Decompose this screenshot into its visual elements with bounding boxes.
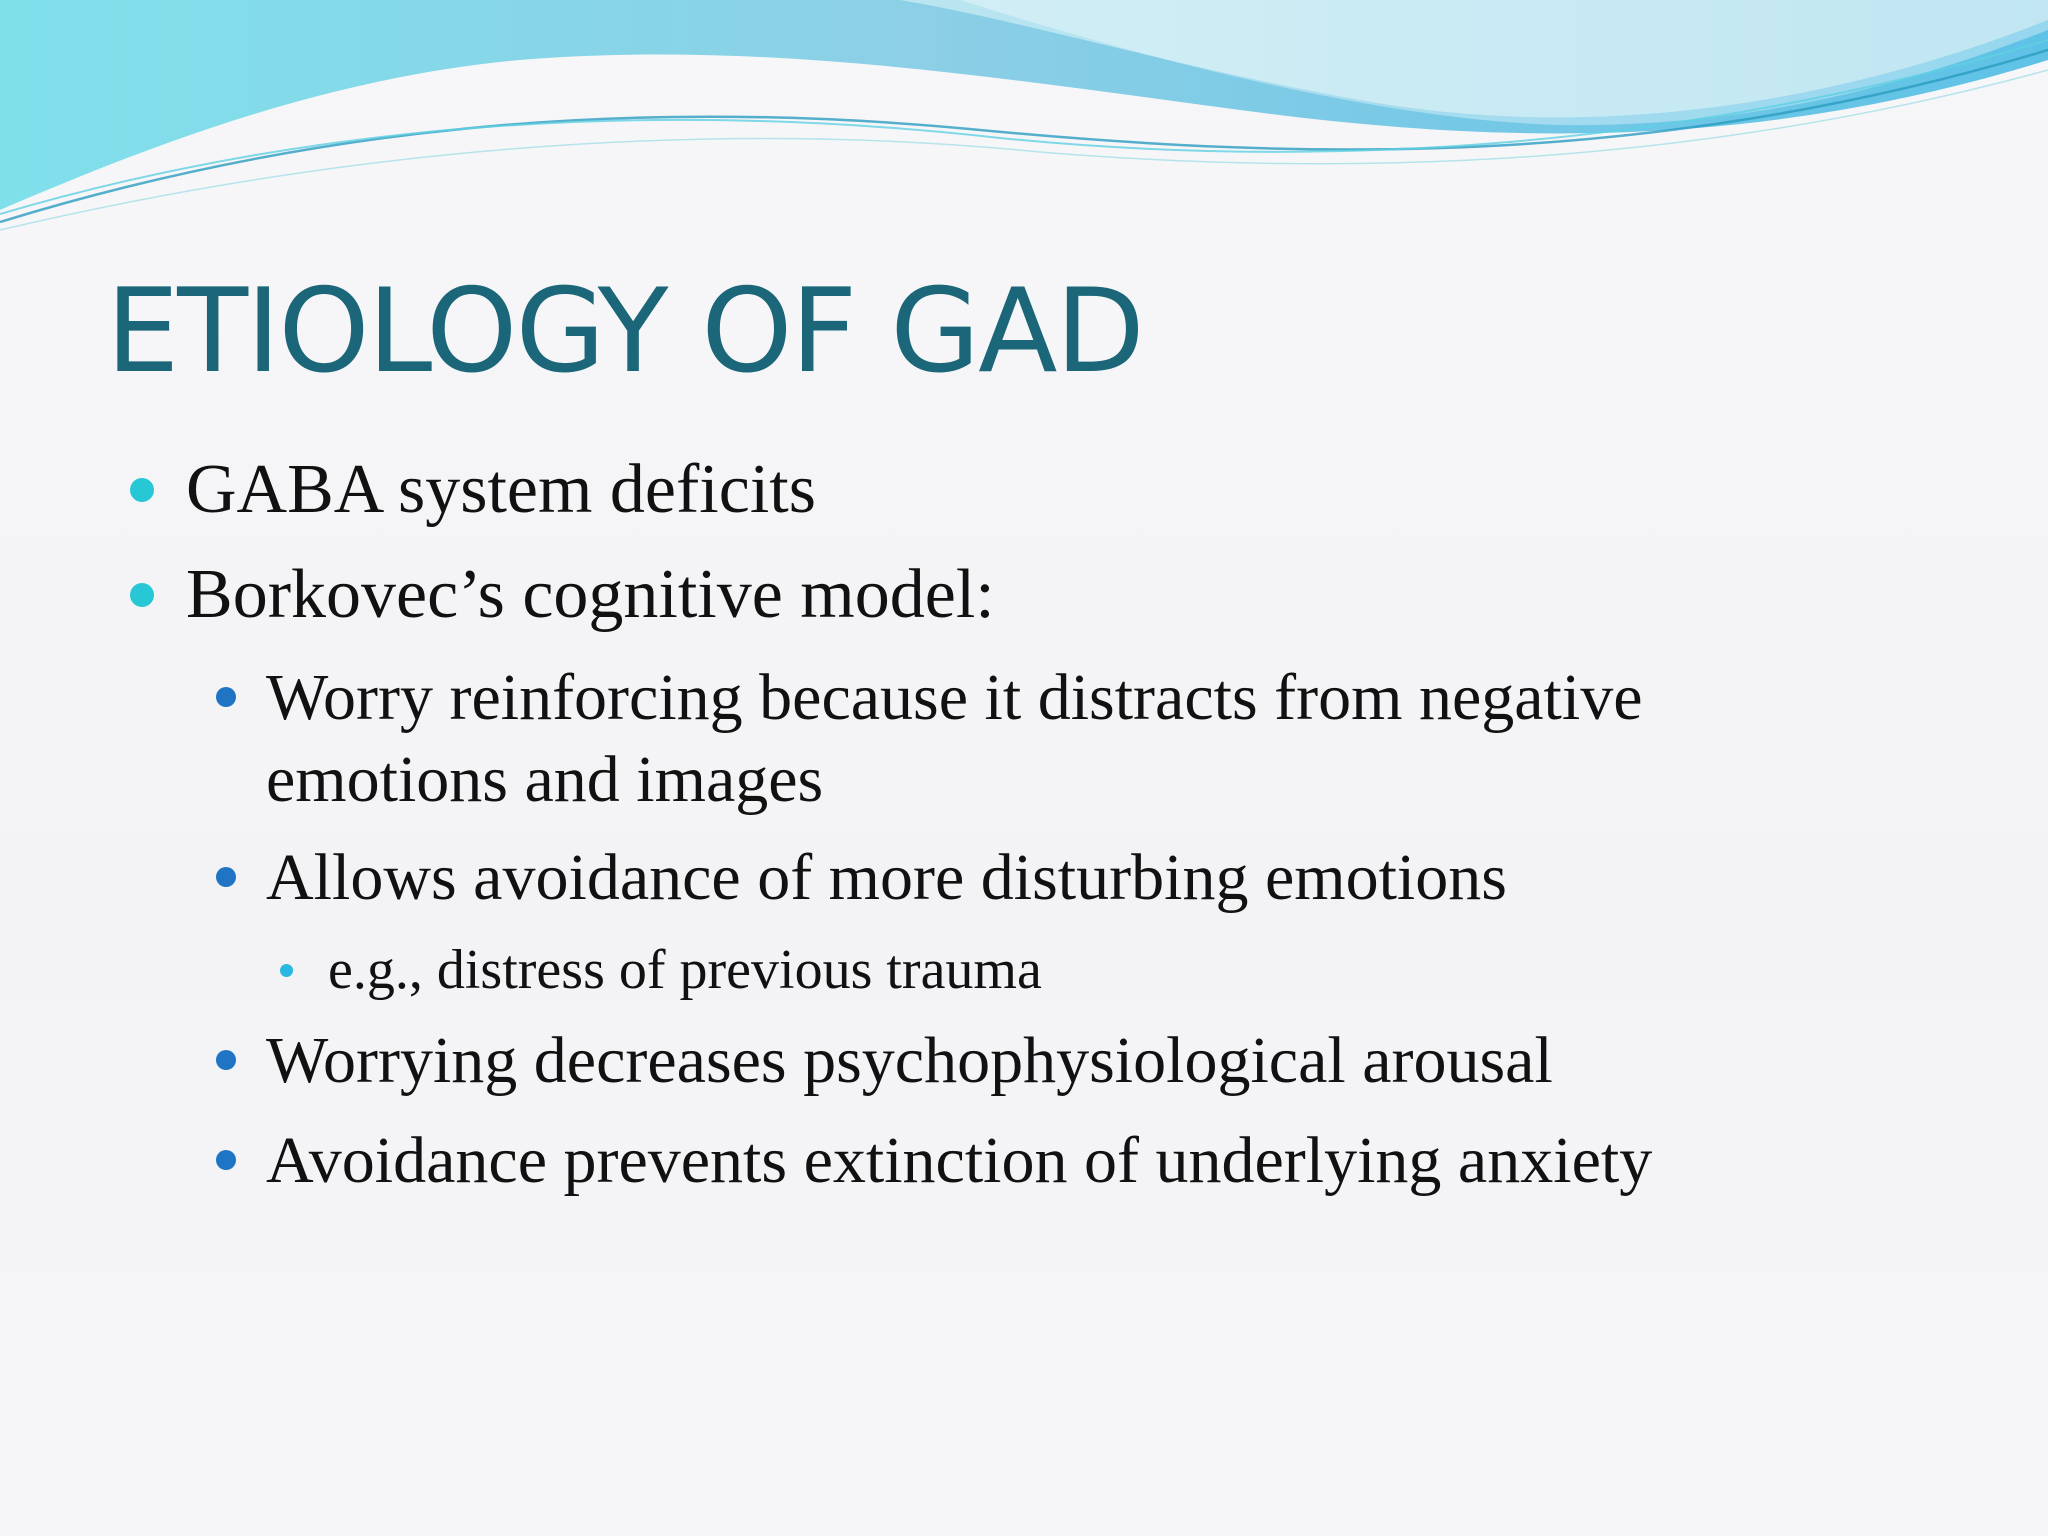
slide-title: ETIOLOGY OF GAD bbox=[106, 264, 1143, 399]
bullet-eg-trauma bbox=[328, 937, 1042, 1003]
bullet-worrying-arousal bbox=[266, 1020, 1553, 1102]
decorative-wave-header bbox=[0, 0, 2048, 240]
bullet-avoidance-extinction bbox=[266, 1120, 1652, 1202]
bullet-dot-icon bbox=[216, 687, 236, 707]
bullet-dot-icon bbox=[280, 964, 293, 977]
bullet-text: Avoidance prevents extinction of underlying anxiety bbox=[266, 1124, 1653, 1197]
bullet-avoidance-emotions bbox=[266, 837, 1507, 919]
bullet-dot-icon bbox=[216, 867, 236, 887]
bullet-text: GABA system deficits bbox=[186, 451, 816, 528]
bullet-text: e.g., distress of previous trauma bbox=[328, 939, 1042, 1001]
bullet-dot-icon bbox=[216, 1150, 236, 1170]
bullet-gaba bbox=[186, 450, 816, 530]
bullet-dot-icon bbox=[216, 1050, 236, 1070]
bullet-text: Worrying decreases psychophysiological arousal bbox=[266, 1024, 1553, 1097]
bullet-borkovec bbox=[186, 555, 995, 635]
bullet-text: Borkovec’s cognitive model: bbox=[186, 556, 995, 633]
bullet-text-line1: Worry reinforcing because it distracts from negative bbox=[266, 661, 1643, 734]
bullet-text-line2: emotions and images bbox=[266, 743, 824, 816]
bullet-dot-icon bbox=[130, 478, 154, 502]
bullet-worry-reinforcing bbox=[266, 657, 1643, 821]
bullet-text: Allows avoidance of more disturbing emotions bbox=[266, 841, 1507, 914]
bullet-dot-icon bbox=[130, 583, 154, 607]
